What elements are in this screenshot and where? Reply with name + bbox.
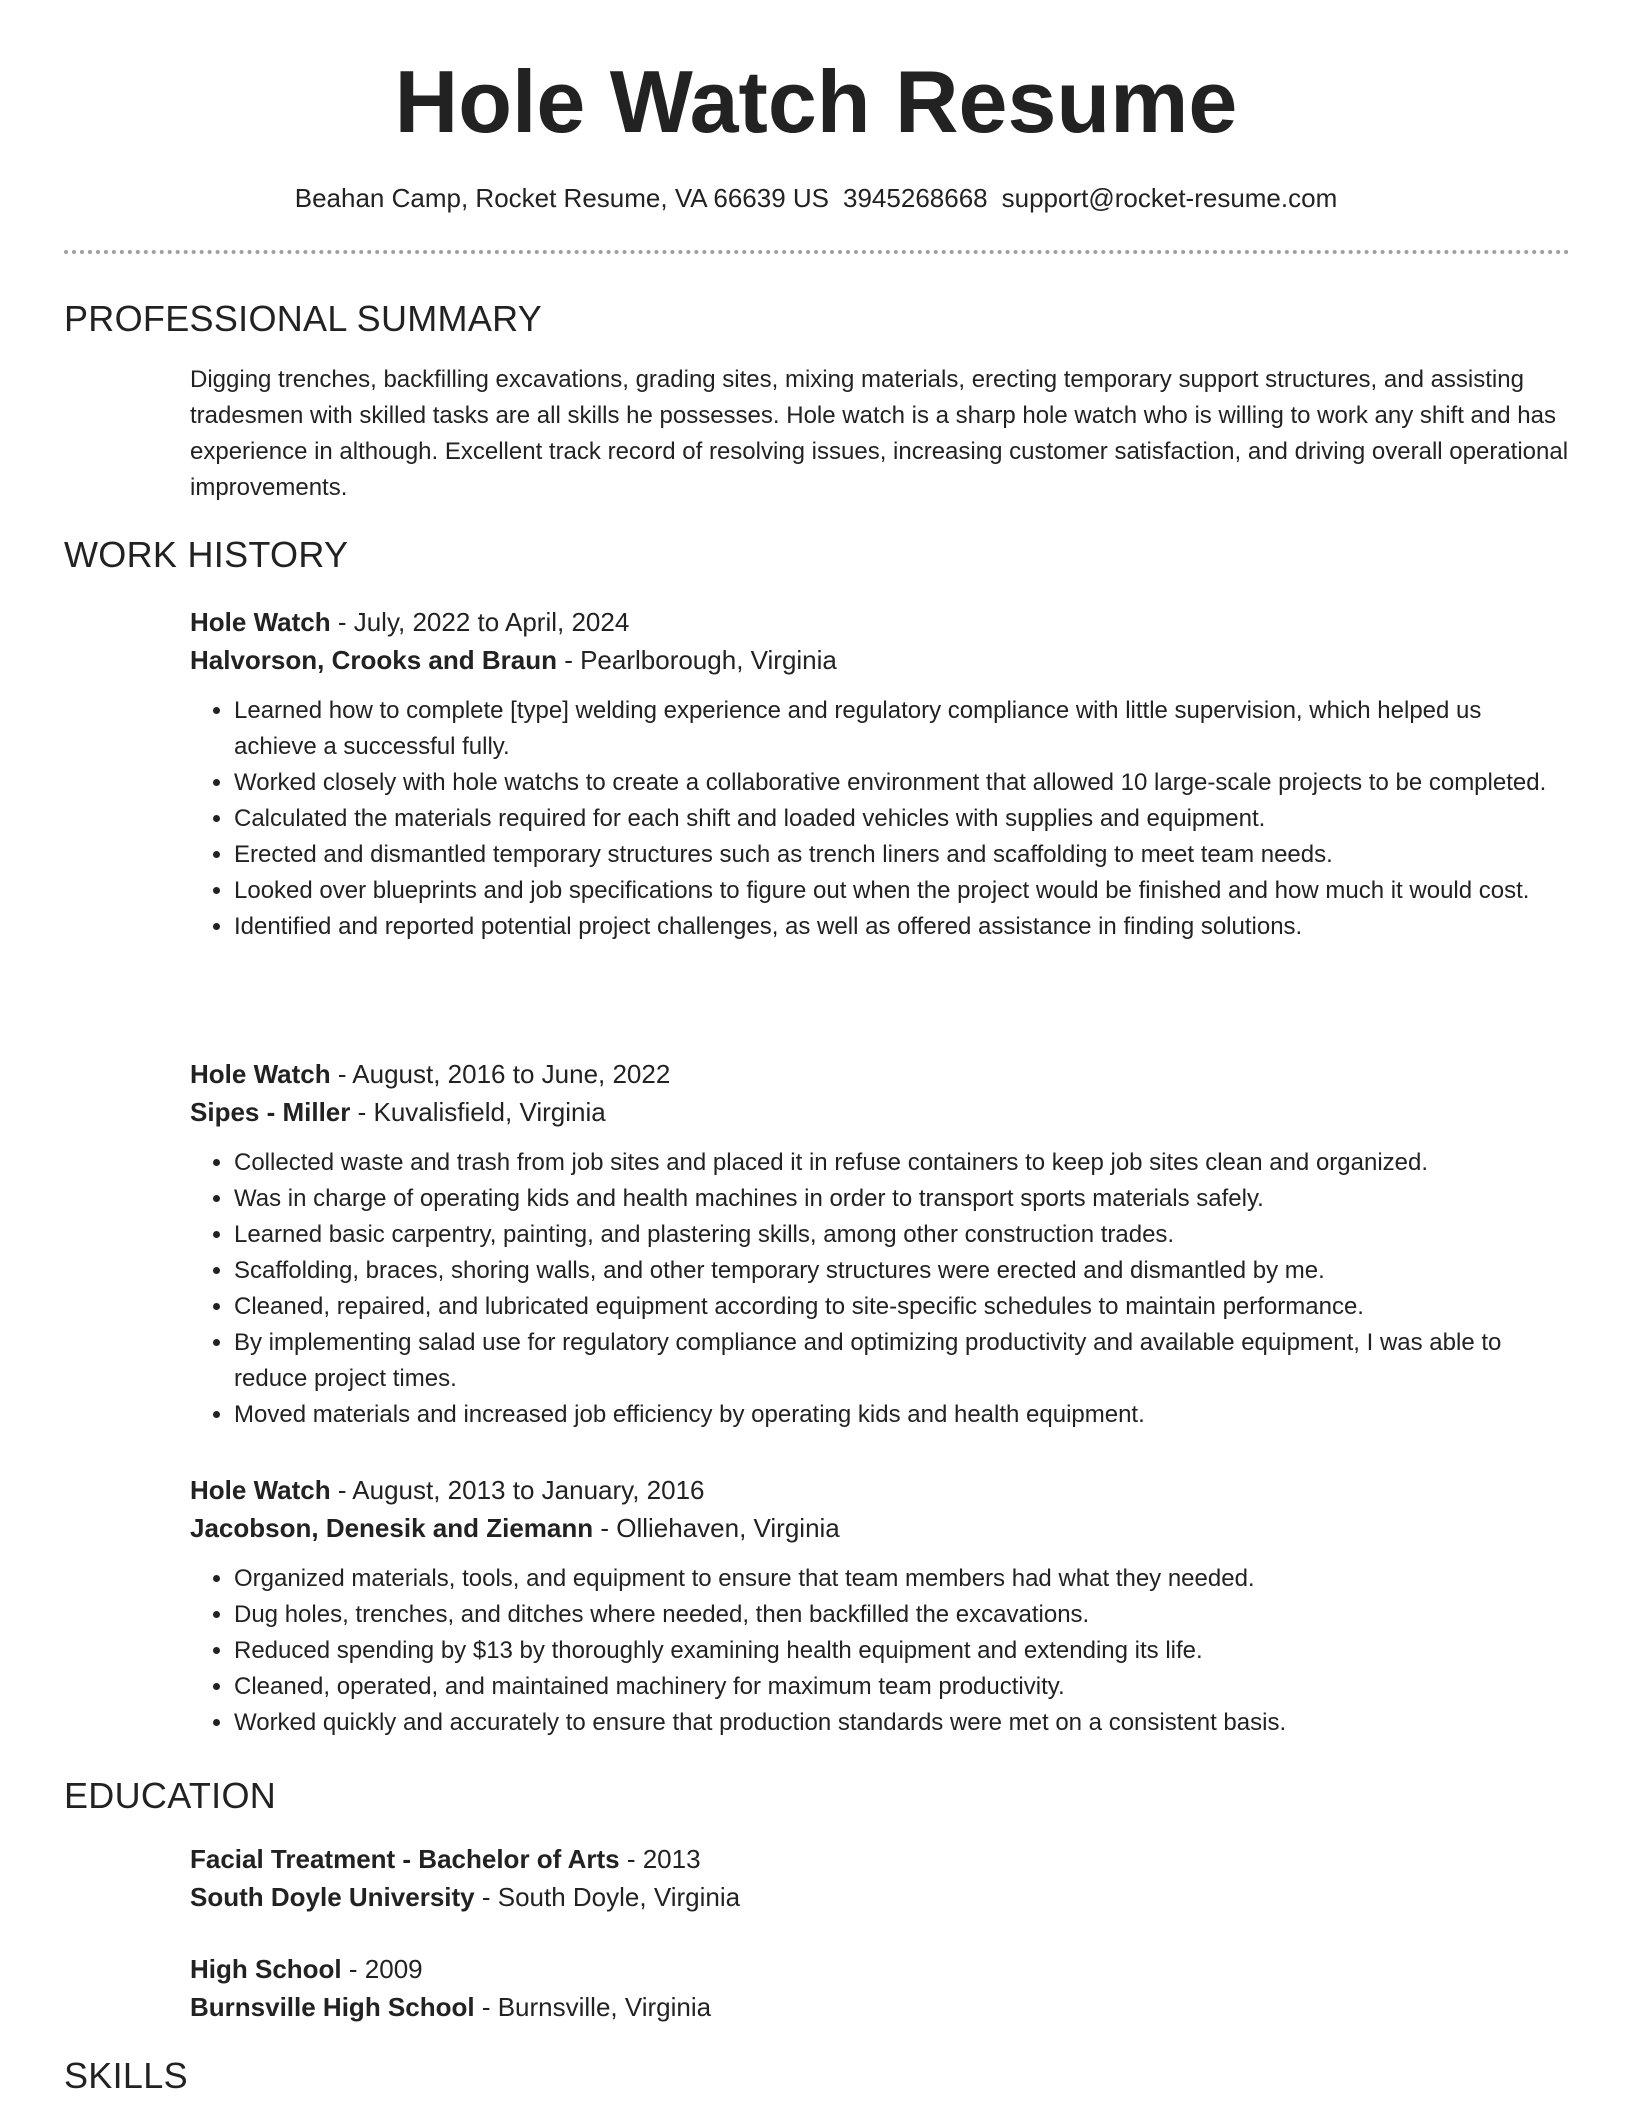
contact-phone: 3945268668 (843, 183, 988, 213)
job-duty: • Organized materials, tools, and equipment to ensure that team members had what they needed. (234, 1561, 1570, 1597)
job-duty: • Collected waste and trash from job sites and placed it in refuse containers to keep job sites clean and organized. (234, 1145, 1570, 1181)
job-title-line (190, 1471, 1570, 1509)
job-duty: • By implementing salad use for regulatory compliance and optimizing productivity and available equipment, I was able to reduce project times. (234, 1325, 1570, 1397)
job-location: - Kuvalisfield, Virginia (350, 1097, 606, 1127)
job-duty: • Dug holes, trenches, and ditches where needed, then backfilled the excavations. (234, 1597, 1570, 1633)
job-duty: • Worked quickly and accurately to ensure that production standards were met on a consistent basis. (234, 1705, 1570, 1741)
job-company-line (190, 641, 1570, 679)
job-duty: • Learned basic carpentry, painting, and plastering skills, among other construction trades. (234, 1217, 1570, 1253)
job-company: Halvorson, Crooks and Braun (190, 645, 557, 675)
contact-line (0, 180, 1632, 216)
job-duty: • Looked over blueprints and job specifications to figure out when the project would be finished and how much it would cost. (234, 873, 1570, 909)
education-school: Burnsville High School (190, 1992, 475, 2022)
education-location: - Burnsville, Virginia (474, 1992, 712, 2022)
education-school-line (190, 1988, 1570, 2026)
job-dates: - July, 2022 to April, 2024 (330, 607, 630, 637)
job-dates: - August, 2016 to June, 2022 (330, 1059, 671, 1089)
education-degree-line (190, 1840, 1570, 1878)
job-company: Jacobson, Denesik and Ziemann (190, 1513, 594, 1543)
job-duty: • Learned how to complete [type] welding experience and regulatory compliance with little supervision, which helped us achieve a successful fully. (234, 693, 1570, 765)
job-duty: • Identified and reported potential project challenges, as well as offered assistance in finding solutions. (234, 909, 1570, 945)
job-duty: • Cleaned, operated, and maintained machinery for maximum team productivity. (234, 1669, 1570, 1705)
job-title: Hole Watch (190, 607, 331, 637)
job-duty: • Erected and dismantled temporary structures such as trench liners and scaffolding to meet team needs. (234, 837, 1570, 873)
job-duties-list (190, 1145, 1570, 1433)
job-duty: • Was in charge of operating kids and health machines in order to transport sports materials safely. (234, 1181, 1570, 1217)
work-history-heading: WORK HISTORY (64, 534, 349, 575)
job-company: Sipes - Miller (190, 1097, 351, 1127)
job-duties-list (190, 693, 1570, 945)
job-title-line (190, 603, 1570, 641)
education-degree: Facial Treatment - Bachelor of Arts (190, 1844, 620, 1874)
education-degree-line (190, 1950, 1570, 1988)
education-school: South Doyle University (190, 1882, 475, 1912)
contact-address: Beahan Camp, Rocket Resume, VA 66639 US (294, 183, 830, 213)
education-heading: EDUCATION (64, 1775, 277, 1816)
job-entry (190, 1471, 1570, 1741)
resume-title: Hole Watch Resume (394, 52, 1238, 151)
education-entry (190, 1840, 1570, 1916)
job-company-line (190, 1509, 1570, 1547)
job-location: - Pearlborough, Virginia (556, 645, 837, 675)
job-duty: • Worked closely with hole watchs to create a collaborative environment that allowed 10 large-scale projects to be completed. (234, 765, 1570, 801)
job-duties-list (190, 1561, 1570, 1741)
job-entry (190, 603, 1570, 945)
skills-heading: SKILLS (64, 2055, 188, 2096)
job-duty: • Moved materials and increased job efficiency by operating kids and health equipment. (234, 1397, 1570, 1433)
education-year: - 2013 (619, 1844, 701, 1874)
contact-email[interactable]: support@rocket-resume.com (1001, 183, 1338, 213)
job-duty: • Cleaned, repaired, and lubricated equipment according to site-specific schedules to maintain performance. (234, 1289, 1570, 1325)
job-duty: • Reduced spending by $13 by thoroughly examining health equipment and extending its life. (234, 1633, 1570, 1669)
education-degree: High School (190, 1954, 342, 1984)
summary-text: Digging trenches, backfilling excavations, grading sites, mixing materials, erecting temporary support structures, and assisting tradesmen with skilled tasks are all skills he possesses. Hole watch is a sharp hole watch who is willing to work any shift and has experience in although. Excellent track record of resolving issues, increasing customer satisfaction, and driving overall operational improvements. (190, 366, 1569, 501)
job-company-line (190, 1093, 1570, 1131)
education-entry (190, 1950, 1570, 2026)
education-school-line (190, 1878, 1570, 1916)
header-divider (64, 250, 1570, 254)
job-location: - Olliehaven, Virginia (593, 1513, 840, 1543)
job-duty: • Scaffolding, braces, shoring walls, and other temporary structures were erected and dismantled by me. (234, 1253, 1570, 1289)
job-title: Hole Watch (190, 1059, 331, 1089)
job-title: Hole Watch (190, 1475, 331, 1505)
job-dates: - August, 2013 to January, 2016 (330, 1475, 705, 1505)
job-duty: • Calculated the materials required for each shift and loaded vehicles with supplies and equipment. (234, 801, 1570, 837)
summary-section (190, 362, 1570, 506)
education-location: - South Doyle, Virginia (474, 1882, 741, 1912)
summary-heading: PROFESSIONAL SUMMARY (64, 298, 543, 339)
job-title-line (190, 1055, 1570, 1093)
education-year: - 2009 (341, 1954, 423, 1984)
job-entry (190, 1055, 1570, 1433)
